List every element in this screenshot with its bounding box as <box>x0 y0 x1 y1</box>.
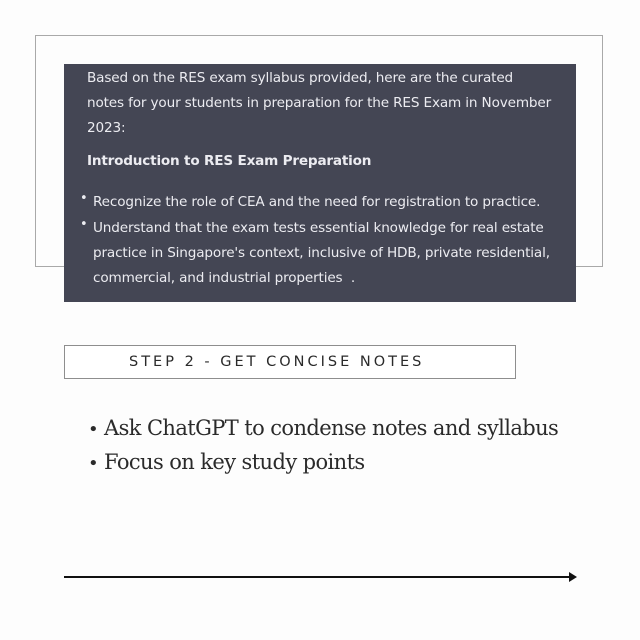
chat-bullet-item <box>80 190 554 215</box>
bullet-dot-icon: • <box>88 453 99 474</box>
step-title: STEP 2 - GET CONCISE NOTES <box>129 354 425 370</box>
right-arrow-icon <box>64 570 580 584</box>
key-point-text: Focus on key study points <box>104 450 365 474</box>
bullet-dot-icon: • <box>80 217 88 232</box>
key-point-item <box>88 412 558 446</box>
chat-bullet-item <box>80 216 554 291</box>
chat-heading: Introduction to RES Exam Preparation <box>87 153 372 169</box>
step-title-box <box>64 345 516 379</box>
bullet-dot-icon: • <box>88 419 99 440</box>
key-points-list <box>88 412 558 480</box>
chat-bullet-list <box>80 190 554 291</box>
bullet-dot-icon: • <box>80 191 88 206</box>
key-point-item <box>88 446 558 480</box>
chat-bullet-text: Understand that the exam tests essential knowledge for real estate practice in Singapore's context, inclusive of HDB, private residential, commercial, and industrial properties . <box>93 220 550 286</box>
chat-response-screenshot <box>64 64 576 302</box>
key-point-text: Ask ChatGPT to condense notes and syllabus <box>104 416 559 440</box>
chat-bullet-text: Recognize the role of CEA and the need for registration to practice. <box>93 194 541 210</box>
chat-intro-text: Based on the RES exam syllabus provided, here are the curated notes for your students in preparation for the RES Exam in November 2023: <box>87 70 552 136</box>
